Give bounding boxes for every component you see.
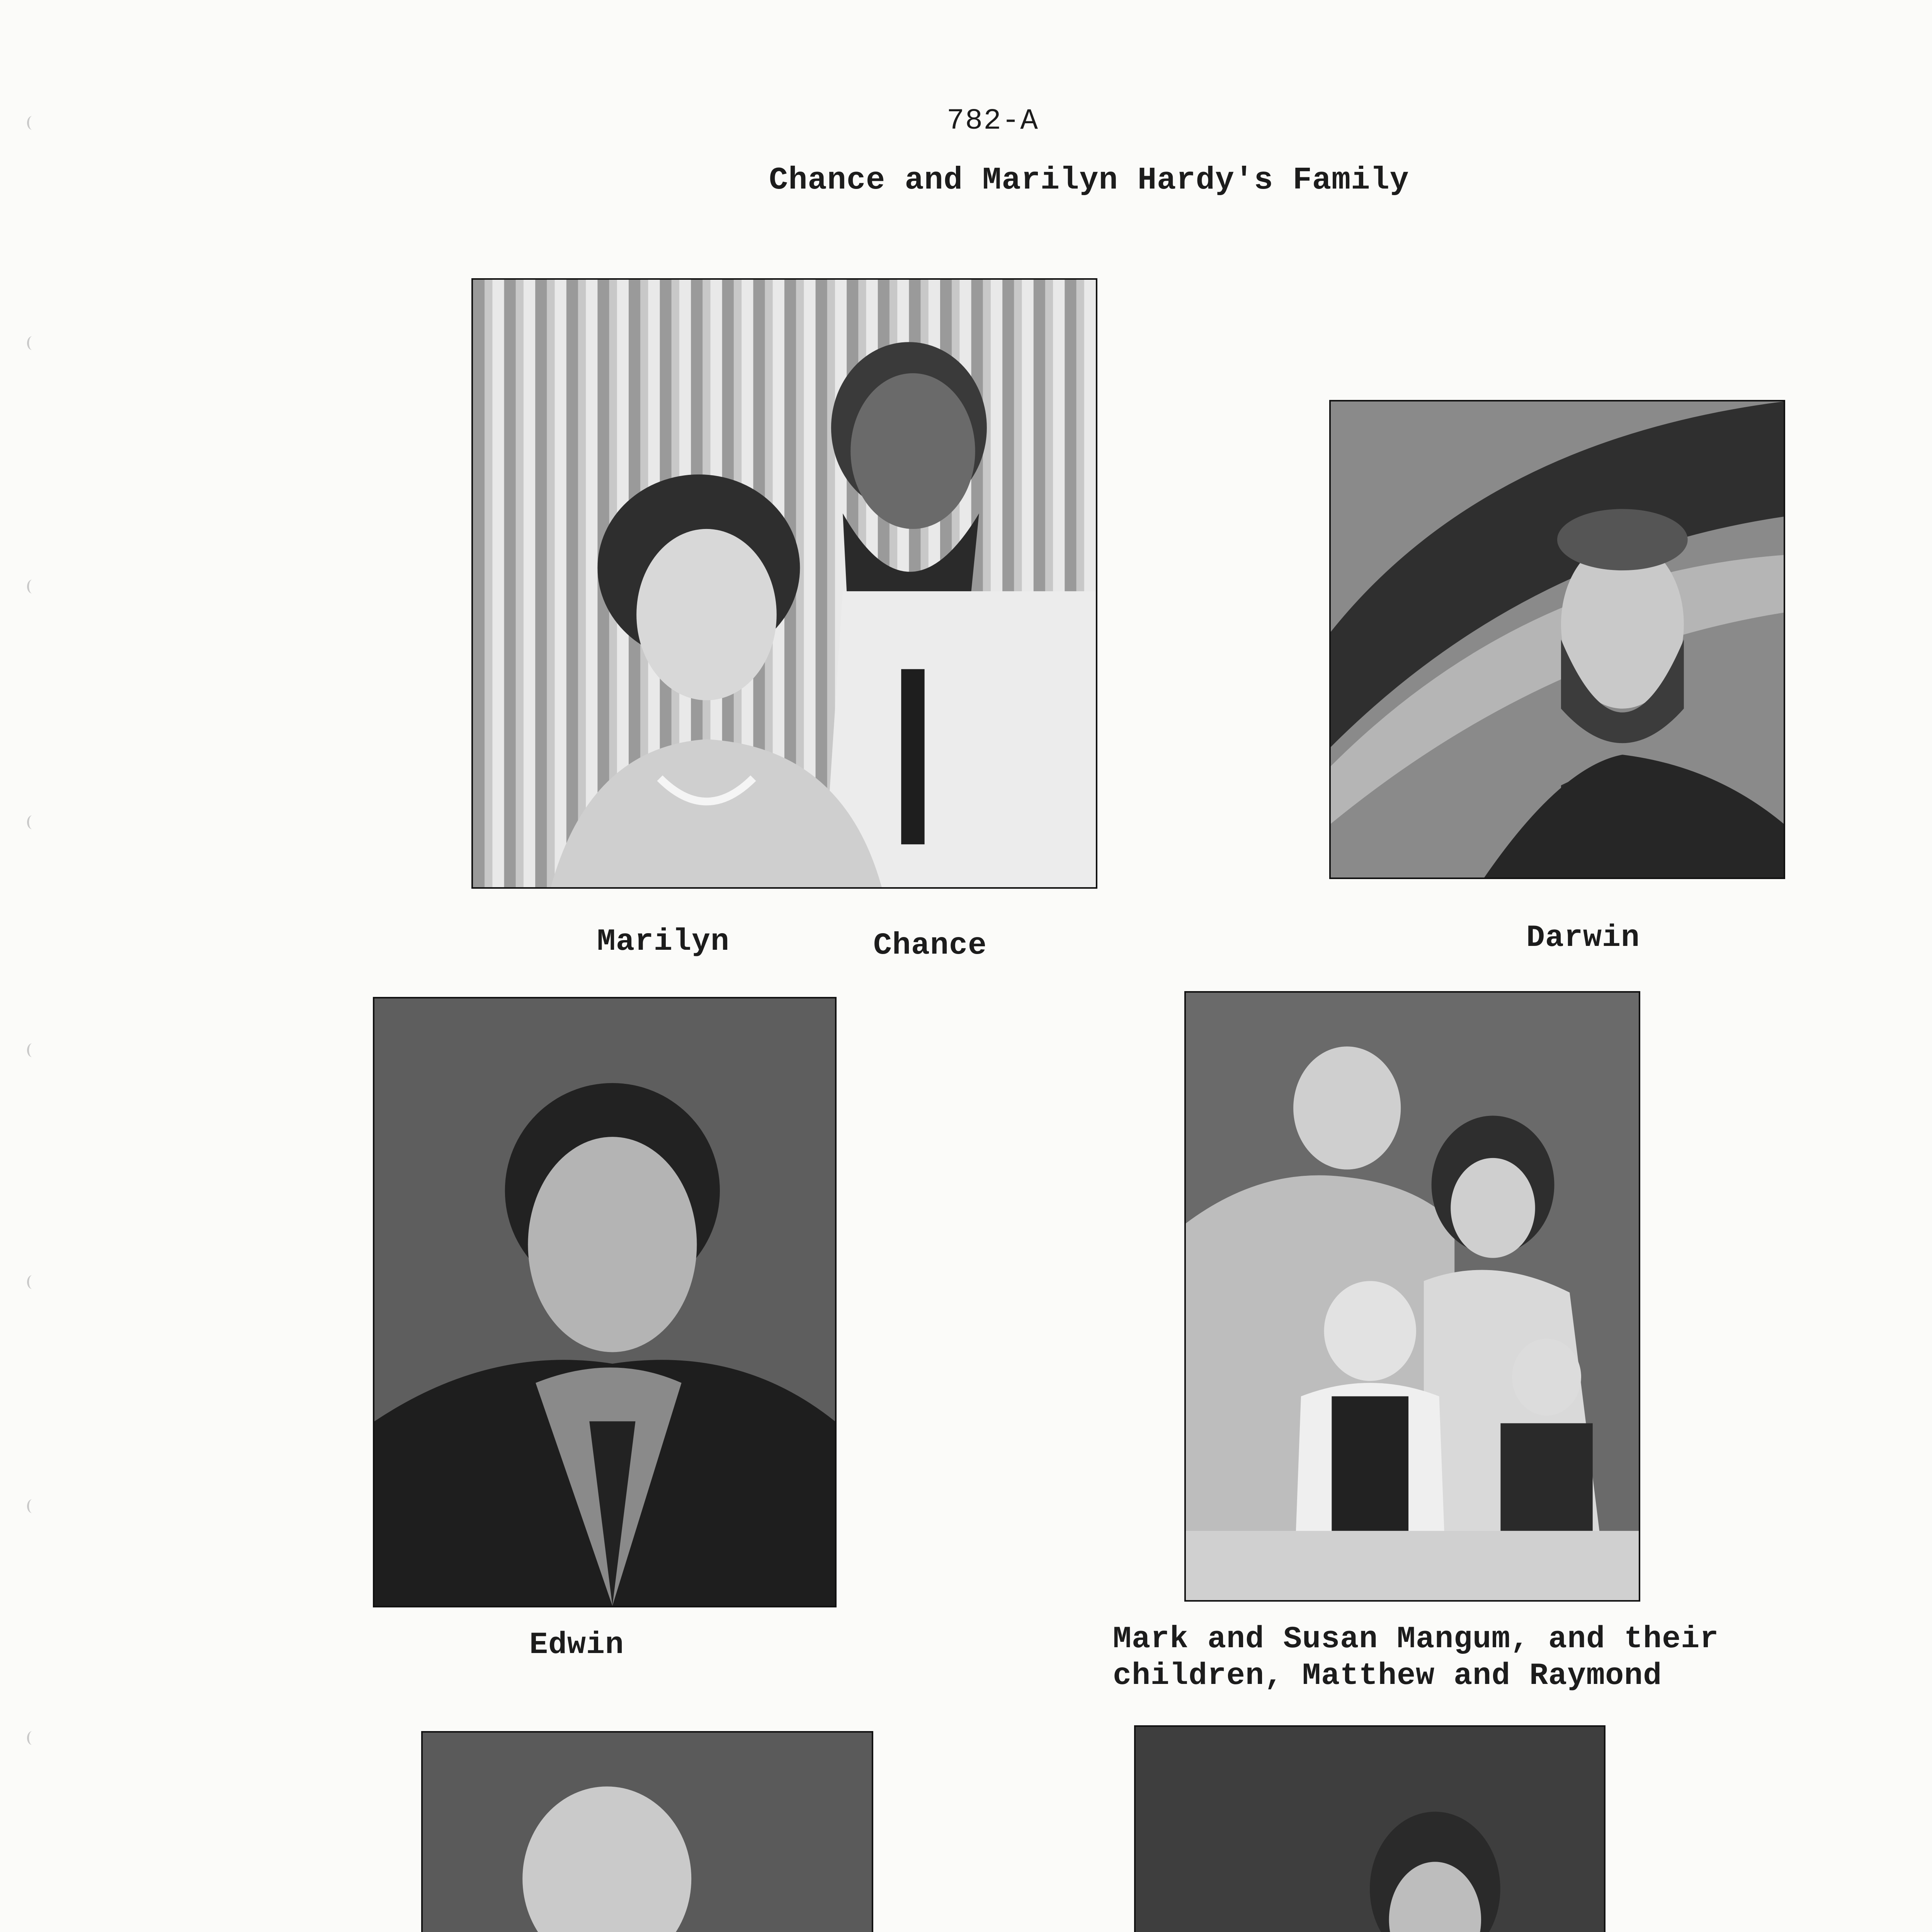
caption-marilyn: Marilyn [597, 924, 730, 959]
photo-cheryl-mace [1134, 1725, 1605, 1932]
photo-mangum-family [1184, 991, 1640, 1602]
caption-mangum-line-2: children, Matthew and Raymond [1113, 1658, 1662, 1694]
binder-mark [27, 336, 37, 350]
caption-darwin: Darwin [1526, 920, 1640, 956]
caption-chance: Chance [873, 928, 987, 963]
binder-mark [27, 580, 37, 594]
binder-mark [27, 1499, 37, 1513]
binder-mark [27, 1275, 37, 1289]
caption-mangum-line-1: Mark and Susan Mangum, and their [1113, 1622, 1719, 1657]
binder-mark [27, 815, 37, 829]
binder-mark [27, 1731, 37, 1745]
photo-marilyn-chance [471, 278, 1097, 889]
page-number: 782-A [947, 104, 1039, 138]
caption-edwin: Edwin [529, 1628, 624, 1663]
photo-edwin [373, 997, 837, 1607]
page-title: Chance and Marilyn Hardy's Family [769, 162, 1409, 198]
binder-mark [27, 116, 37, 130]
photo-chance-jr [421, 1731, 873, 1932]
photo-darwin [1329, 400, 1785, 879]
binder-mark [27, 1043, 37, 1057]
